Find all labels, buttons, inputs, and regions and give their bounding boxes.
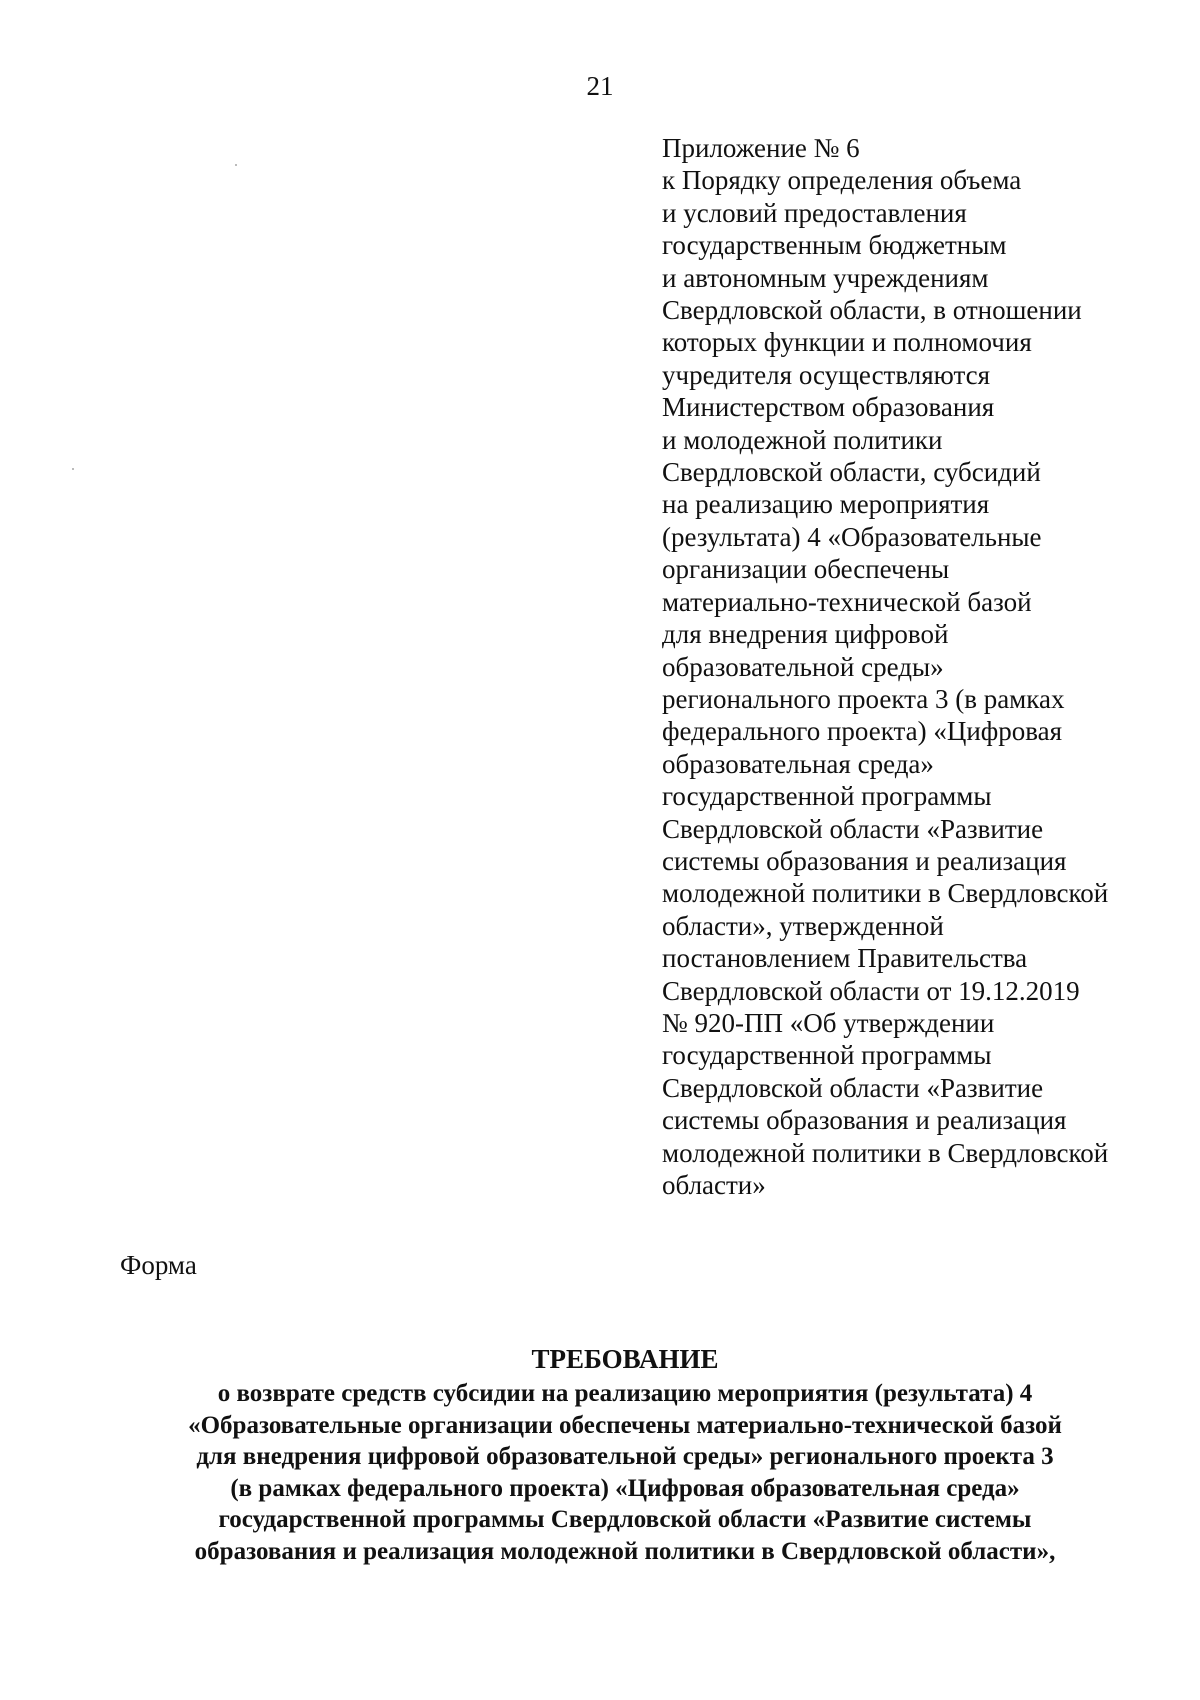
appendix-line: постановлением Правительства [662, 943, 1028, 974]
appendix-line: учредителя осуществляются [662, 359, 990, 390]
appendix-line: молодежной политики в Свердловской [662, 878, 1109, 909]
appendix-line: № 920-ПП «Об утверждении [662, 1007, 995, 1038]
appendix-line: и условий предоставления [662, 197, 967, 228]
appendix-line: Свердловской области от 19.12.2019 [662, 975, 1080, 1006]
appendix-line: системы образования и реализация [662, 845, 1067, 876]
requirement-line: государственной программы Свердловской области «Развитие системы [218, 1506, 1032, 1533]
scan-speck [72, 468, 74, 470]
appendix-line: к Порядку определения объема [662, 165, 1022, 196]
appendix-line: системы образования и реализация [662, 1105, 1067, 1136]
appendix-line: которых функции и полномочия [662, 327, 1032, 358]
appendix-line: государственной программы [662, 781, 992, 812]
appendix-line: на реализацию мероприятия [662, 489, 990, 520]
appendix-line: организации обеспечены [662, 554, 950, 585]
form-label: Форма [120, 1250, 197, 1280]
appendix-line: федерального проекта) «Цифровая [662, 716, 1063, 747]
page-number: 21 [586, 71, 614, 101]
appendix-line: материально-технической базой [662, 586, 1032, 617]
requirement-line: для внедрения цифровой образовательной среды» регионального проекта 3 [196, 1443, 1054, 1470]
appendix-line: (результата) 4 «Образовательные [662, 521, 1042, 552]
appendix-line: образовательной среды» [662, 651, 944, 682]
appendix-line: Министерством образования [662, 392, 995, 423]
requirement-line: «Образовательные организации обеспечены материально-технической базой [188, 1411, 1062, 1439]
requirement-line: образования и реализация молодежной политики в Свердловской области», [194, 1537, 1056, 1565]
appendix-line: Свердловской области, субсидий [662, 457, 1041, 488]
appendix-line: и молодежной политики [662, 424, 943, 455]
appendix-line: Свердловской области «Развитие [662, 813, 1044, 844]
requirement-line: (в рамках федерального проекта) «Цифровая образовательная среда» [230, 1474, 1020, 1502]
requirement-subtitle [110, 1378, 1140, 1567]
requirement-line: о возврате средств субсидии на реализацию мероприятия (результата) 4 [217, 1380, 1033, 1407]
appendix-line: области» [662, 1170, 766, 1200]
appendix-line: образовательная среда» [662, 748, 934, 779]
appendix-line: для внедрения цифровой [662, 619, 949, 650]
appendix-line: области», утвержденной [662, 910, 944, 941]
appendix-line: Приложение № 6 [662, 133, 860, 163]
scan-speck [235, 164, 237, 166]
appendix-line: Свердловской области «Развитие [662, 1072, 1044, 1103]
appendix-block [662, 132, 1182, 1201]
appendix-line: Свердловской области, в отношении [662, 295, 1082, 326]
appendix-line: молодежной политики в Свердловской [662, 1137, 1109, 1168]
appendix-line: государственной программы [662, 1040, 992, 1071]
appendix-line: и автономным учреждениям [662, 262, 989, 293]
requirement-title: ТРЕБОВАНИЕ [531, 1344, 719, 1374]
appendix-line: регионального проекта 3 (в рамках [662, 683, 1065, 714]
appendix-line: государственным бюджетным [662, 230, 1007, 261]
